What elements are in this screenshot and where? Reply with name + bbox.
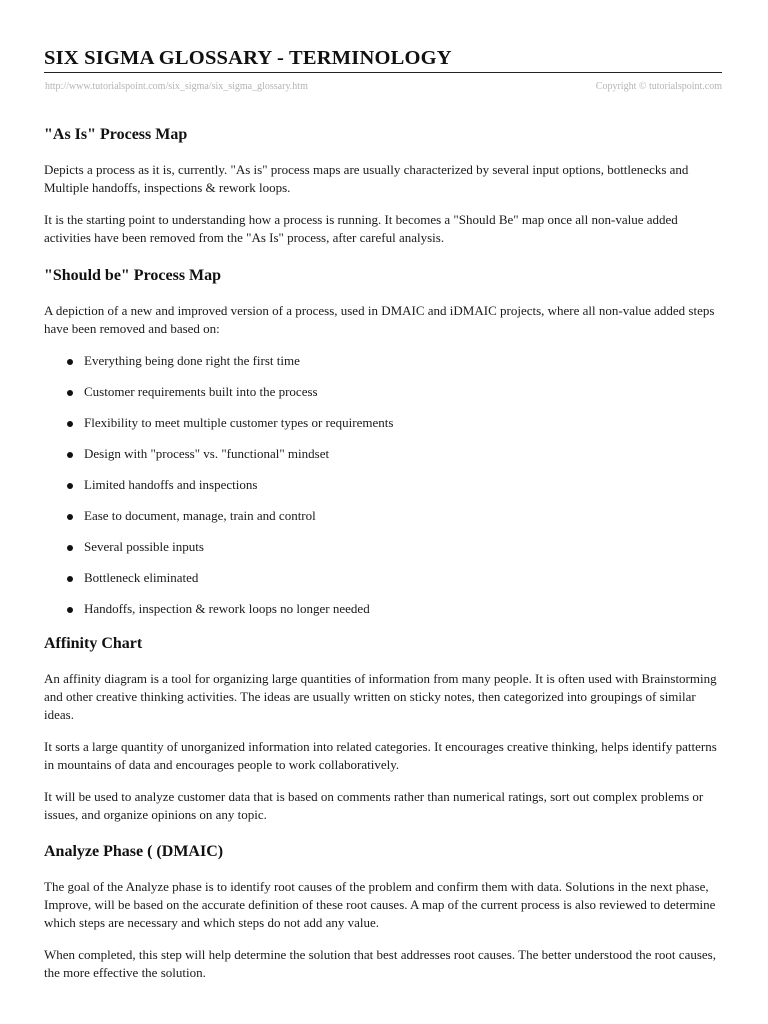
bullet-icon <box>67 452 73 458</box>
list-item <box>44 538 722 556</box>
list-item-text: Customer requirements built into the process <box>84 384 318 399</box>
paragraph: Depicts a process as it is, currently. "As is" process maps are usually characterized by several input options, bottlenecks and Multiple handoffs, inspections & rework loops. <box>44 162 689 195</box>
bullet-icon <box>67 545 73 551</box>
bullet-icon <box>67 607 73 613</box>
bullet-icon <box>67 576 73 582</box>
bullet-icon <box>67 483 73 489</box>
title-divider <box>44 72 722 73</box>
list-item <box>44 569 722 587</box>
bullet-icon <box>67 514 73 520</box>
list-item-text: Flexibility to meet multiple customer types or requirements <box>84 415 394 430</box>
copyright-notice: Copyright © tutorialspoint.com <box>595 81 722 92</box>
list-item-text: Design with "process" vs. "functional" mindset <box>84 446 330 461</box>
list-item-text: Several possible inputs <box>84 539 204 554</box>
list-item-text: Ease to document, manage, train and control <box>84 508 316 523</box>
list-item <box>44 445 722 463</box>
paragraph: It is the starting point to understanding how a process is running. It becomes a "Should Be" map once all non-value added activities have been removed from the "As Is" process, after careful analysis. <box>44 212 678 245</box>
list-item-text: Bottleneck eliminated <box>84 570 199 585</box>
page-title: SIX SIGMA GLOSSARY - TERMINOLOGY <box>44 47 452 69</box>
bullet-icon <box>67 421 73 427</box>
list-item <box>44 352 722 370</box>
paragraph: The goal of the Analyze phase is to identify root causes of the problem and confirm them with data. Solutions in the next phase, Improve, will be based on the accurate definition of these root causes. A map of the current process is also reviewed to determine which steps are necessary and which steps do not add any value. <box>44 879 716 930</box>
bullet-list <box>44 352 722 618</box>
section-heading-as-is: "As Is" Process Map <box>44 126 188 143</box>
bullet-icon <box>67 390 73 396</box>
list-item <box>44 476 722 494</box>
document-body <box>44 124 722 982</box>
paragraph: It sorts a large quantity of unorganized information into related categories. It encourages creative thinking, helps identify patterns in mountains of data and encourages people to work collaboratively. <box>44 739 717 772</box>
bullet-icon <box>67 359 73 365</box>
paragraph: It will be used to analyze customer data that is based on comments rather than numerical ratings, sort out complex problems or issues, and organize opinions on any topic. <box>44 789 704 822</box>
section-heading-should-be: "Should be" Process Map <box>44 267 222 284</box>
source-url[interactable]: http://www.tutorialspoint.com/six_sigma/six_sigma_glossary.htm <box>45 81 308 92</box>
list-item-text: Everything being done right the first time <box>84 353 300 368</box>
paragraph: A depiction of a new and improved version of a process, used in DMAIC and iDMAIC projects, where all non-value added steps have been removed and based on: <box>44 303 715 336</box>
list-item <box>44 414 722 432</box>
list-item <box>44 600 722 618</box>
section-heading-affinity-chart: Affinity Chart <box>44 635 143 652</box>
list-item-text: Handoffs, inspection & rework loops no longer needed <box>84 601 370 616</box>
section-heading-analyze-phase: Analyze Phase ( (DMAIC) <box>44 843 224 860</box>
list-item-text: Limited handoffs and inspections <box>84 477 258 492</box>
page-meta <box>44 80 722 94</box>
paragraph: When completed, this step will help determine the solution that best addresses root causes. The better understood the root causes, the more effective the solution. <box>44 947 716 980</box>
paragraph: An affinity diagram is a tool for organizing large quantities of information from many people. It is often used with Brainstorming and other creative thinking activities. The ideas are usually written on sticky notes, then categorized into groupings of similar ideas. <box>44 671 717 722</box>
list-item <box>44 507 722 525</box>
list-item <box>44 383 722 401</box>
